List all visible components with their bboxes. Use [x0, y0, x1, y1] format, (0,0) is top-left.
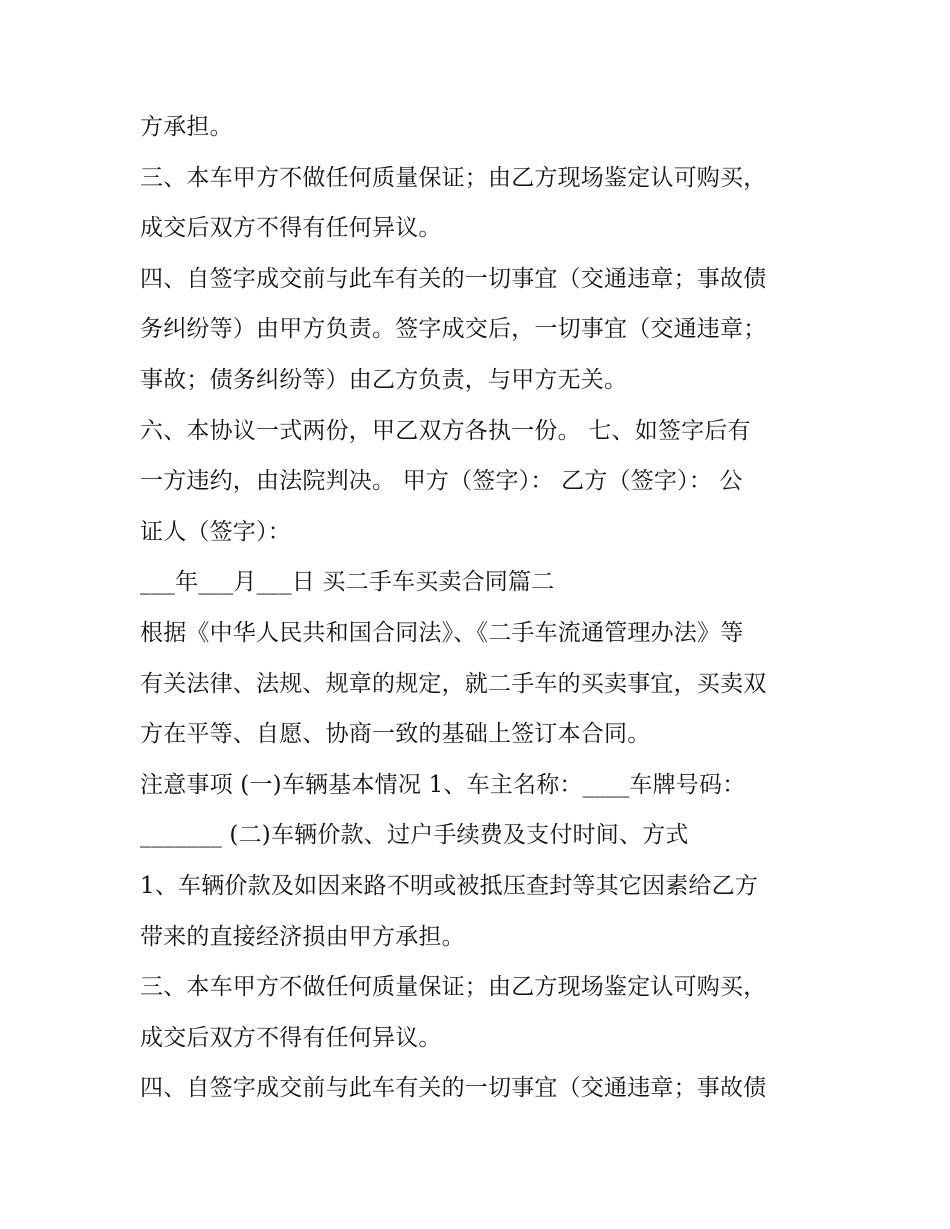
document-line: 带来的直接经济损由甲方承担。 — [140, 923, 465, 950]
document-line: 方在平等、自愿、协商一致的基础上签订本合同。 — [140, 721, 651, 748]
document-line: 根据《中华人民共和国合同法》、《二手车流通管理办法》等 — [140, 619, 744, 646]
document-line: 方承担。 — [140, 114, 233, 140]
document-line: 有关法律、法规、规章的规定，就二手车的买卖事宜，买卖双 — [140, 670, 767, 697]
document-line: 成交后双方不得有任何异议。 — [140, 1024, 442, 1051]
document-line: 四、自签字成交前与此车有关的一切事宜（交通违章；事故债 — [140, 265, 767, 292]
document-line: 四、自签字成交前与此车有关的一切事宜（交通违章；事故债 — [140, 1075, 767, 1102]
document-line: ___年___月___日 买二手车买卖合同篇二 — [140, 569, 555, 596]
document-line: 注意事项 (一)车辆基本情况 1、车主名称：____车牌号码： — [140, 771, 746, 798]
document-line: 三、本车甲方不做任何质量保证；由乙方现场鉴定认可购买， — [140, 164, 767, 191]
document-line: _______ (二)车辆价款、过户手续费及支付时间、方式 — [140, 822, 689, 849]
document-line: 成交后双方不得有任何异议。 — [140, 215, 442, 242]
document-line: 1、车辆价款及如因来路不明或被抵压查封等其它因素给乙方 — [140, 872, 759, 899]
document-line: 一方违约，由法院判决。 甲方（签字）： 乙方（签字）： 公 — [140, 468, 743, 495]
document-line: 三、本车甲方不做任何质量保证；由乙方现场鉴定认可购买， — [140, 974, 767, 1001]
document-line: 务纠纷等）由甲方负责。签字成交后，一切事宜（交通违章； — [140, 316, 767, 343]
document-line: 证人（签字）： — [140, 518, 291, 545]
document-line: 事故；债务纠纷等）由乙方负责，与甲方无关。 — [140, 366, 628, 393]
document-line: 六、本协议一式两份，甲乙双方各执一份。 七、如签字后有 — [140, 417, 751, 444]
document-body — [140, 102, 820, 1114]
